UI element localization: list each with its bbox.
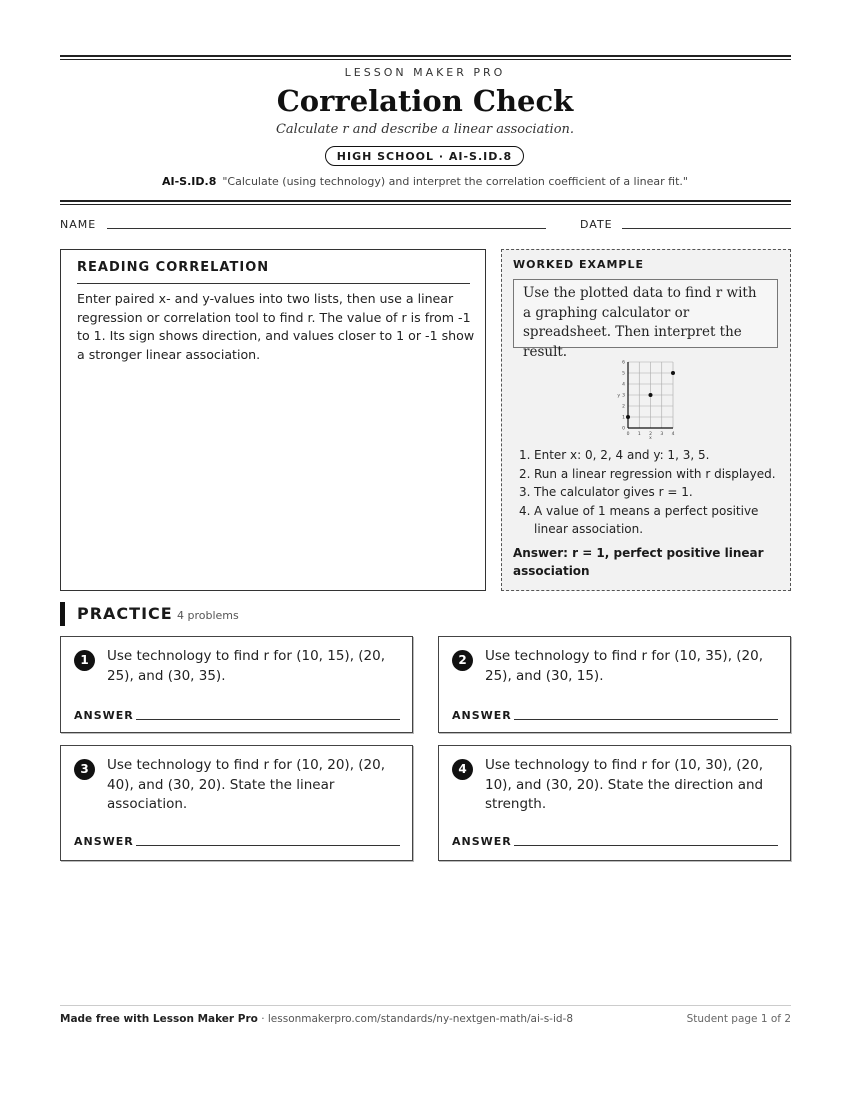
page-subtitle: Calculate r and describe a linear association. xyxy=(275,122,575,137)
data-point xyxy=(649,393,653,397)
y-axis-label: y xyxy=(617,393,620,399)
example-step: 1. Enter x: 0, 2, 4 and y: 1, 3, 5. xyxy=(519,448,710,462)
example-heading: WORKED EXAMPLE xyxy=(513,258,644,271)
example-steps xyxy=(516,446,784,539)
brand-name: LESSON MAKER PRO xyxy=(344,66,506,79)
data-point xyxy=(671,371,675,375)
answer-field[interactable] xyxy=(514,845,778,846)
reading-divider xyxy=(77,283,470,284)
date-label: DATE xyxy=(580,218,613,231)
reading-panel xyxy=(60,249,486,591)
problem-number-badge: 2 xyxy=(452,650,473,671)
name-label: NAME xyxy=(60,218,97,231)
footer-made-with: Made free with Lesson Maker Pro xyxy=(60,1013,258,1025)
x-axis-label: x xyxy=(649,436,652,441)
y-tick-label: 1 xyxy=(622,415,625,421)
footer-url[interactable]: · lessonmakerpro.com/standards/ny-nextgen-math/ai-s-id-8 xyxy=(257,1013,574,1025)
answer-label: ANSWER xyxy=(74,835,134,848)
x-tick-label: 1 xyxy=(637,432,641,437)
footer-page-number: Student page 1 of 2 xyxy=(686,1013,791,1025)
data-point xyxy=(626,415,630,419)
x-tick-label: 0 xyxy=(626,432,630,437)
footer-divider xyxy=(60,1005,791,1006)
problem-card-1 xyxy=(60,636,413,733)
answer-label: ANSWER xyxy=(452,709,512,722)
practice-heading: PRACTICE xyxy=(77,604,173,623)
y-tick-label: 3 xyxy=(622,393,625,399)
problem-card-3 xyxy=(60,745,413,861)
header-bottom-rule xyxy=(60,200,791,202)
problem-text: Use technology to find r for (10, 35), (20, 25), and (30, 15). xyxy=(485,648,764,684)
scatter-plot xyxy=(616,358,678,442)
worked-example-panel xyxy=(501,249,791,591)
answer-label: ANSWER xyxy=(74,709,134,722)
standard-code: AI-S.ID.8 xyxy=(162,175,217,188)
x-tick-label: 4 xyxy=(671,432,675,437)
problem-card-4 xyxy=(438,745,791,861)
practice-count: 4 problems xyxy=(177,609,239,622)
answer-field[interactable] xyxy=(514,719,778,720)
example-step: 2. Run a linear regression with r displayed. xyxy=(519,466,776,481)
y-tick-label: 5 xyxy=(622,371,625,377)
name-field[interactable] xyxy=(107,228,546,229)
y-tick-label: 4 xyxy=(622,382,625,388)
page-title: Correlation Check xyxy=(276,84,574,118)
problem-text: Use technology to find r for (10, 20), (20, 40), and (30, 20). State the linear association. xyxy=(107,757,386,812)
example-answer: Answer: r = 1, perfect positive linear association xyxy=(513,546,764,578)
practice-accent-bar xyxy=(60,602,65,626)
footer-credit xyxy=(60,1013,573,1025)
problem-number-badge: 4 xyxy=(452,759,473,780)
top-rule xyxy=(60,55,791,57)
example-step: 4. A value of 1 means a perfect positive linear association. xyxy=(519,503,759,536)
standard-text: "Calculate (using technology) and interpret the correlation coefficient of a linear fit." xyxy=(222,175,688,188)
reading-heading: READING CORRELATION xyxy=(77,260,270,275)
reading-body: Enter paired x- and y-values into two lists, then use a linear regression or correlation tool to find r. The value of r is from -1 to 1. Its sign shows direction, and values closer to 1 or -1 show a stronger linear association. xyxy=(77,291,475,362)
answer-label: ANSWER xyxy=(452,835,512,848)
y-tick-label: 2 xyxy=(622,404,625,410)
problem-text: Use technology to find r for (10, 15), (20, 25), and (30, 35). xyxy=(107,648,386,684)
level-badge: HIGH SCHOOL · AI-S.ID.8 xyxy=(325,146,524,166)
x-tick-label: 2 xyxy=(649,432,652,437)
problem-number-badge: 1 xyxy=(74,650,95,671)
y-tick-label: 6 xyxy=(622,360,625,366)
answer-field[interactable] xyxy=(136,845,400,846)
example-step: 3. The calculator gives r = 1. xyxy=(519,485,693,499)
date-field[interactable] xyxy=(622,228,791,229)
x-tick-label: 3 xyxy=(660,432,664,437)
problem-number-badge: 3 xyxy=(74,759,95,780)
answer-field[interactable] xyxy=(136,719,400,720)
example-prompt: Use the plotted data to find r with a graphing calculator or spreadsheet. Then interpret the result. xyxy=(513,279,778,348)
standard-line xyxy=(0,175,850,188)
problem-text: Use technology to find r for (10, 30), (20, 10), and (30, 20). State the direction and strength. xyxy=(485,757,764,812)
problem-card-2 xyxy=(438,636,791,733)
y-tick-label: 0 xyxy=(622,426,625,432)
